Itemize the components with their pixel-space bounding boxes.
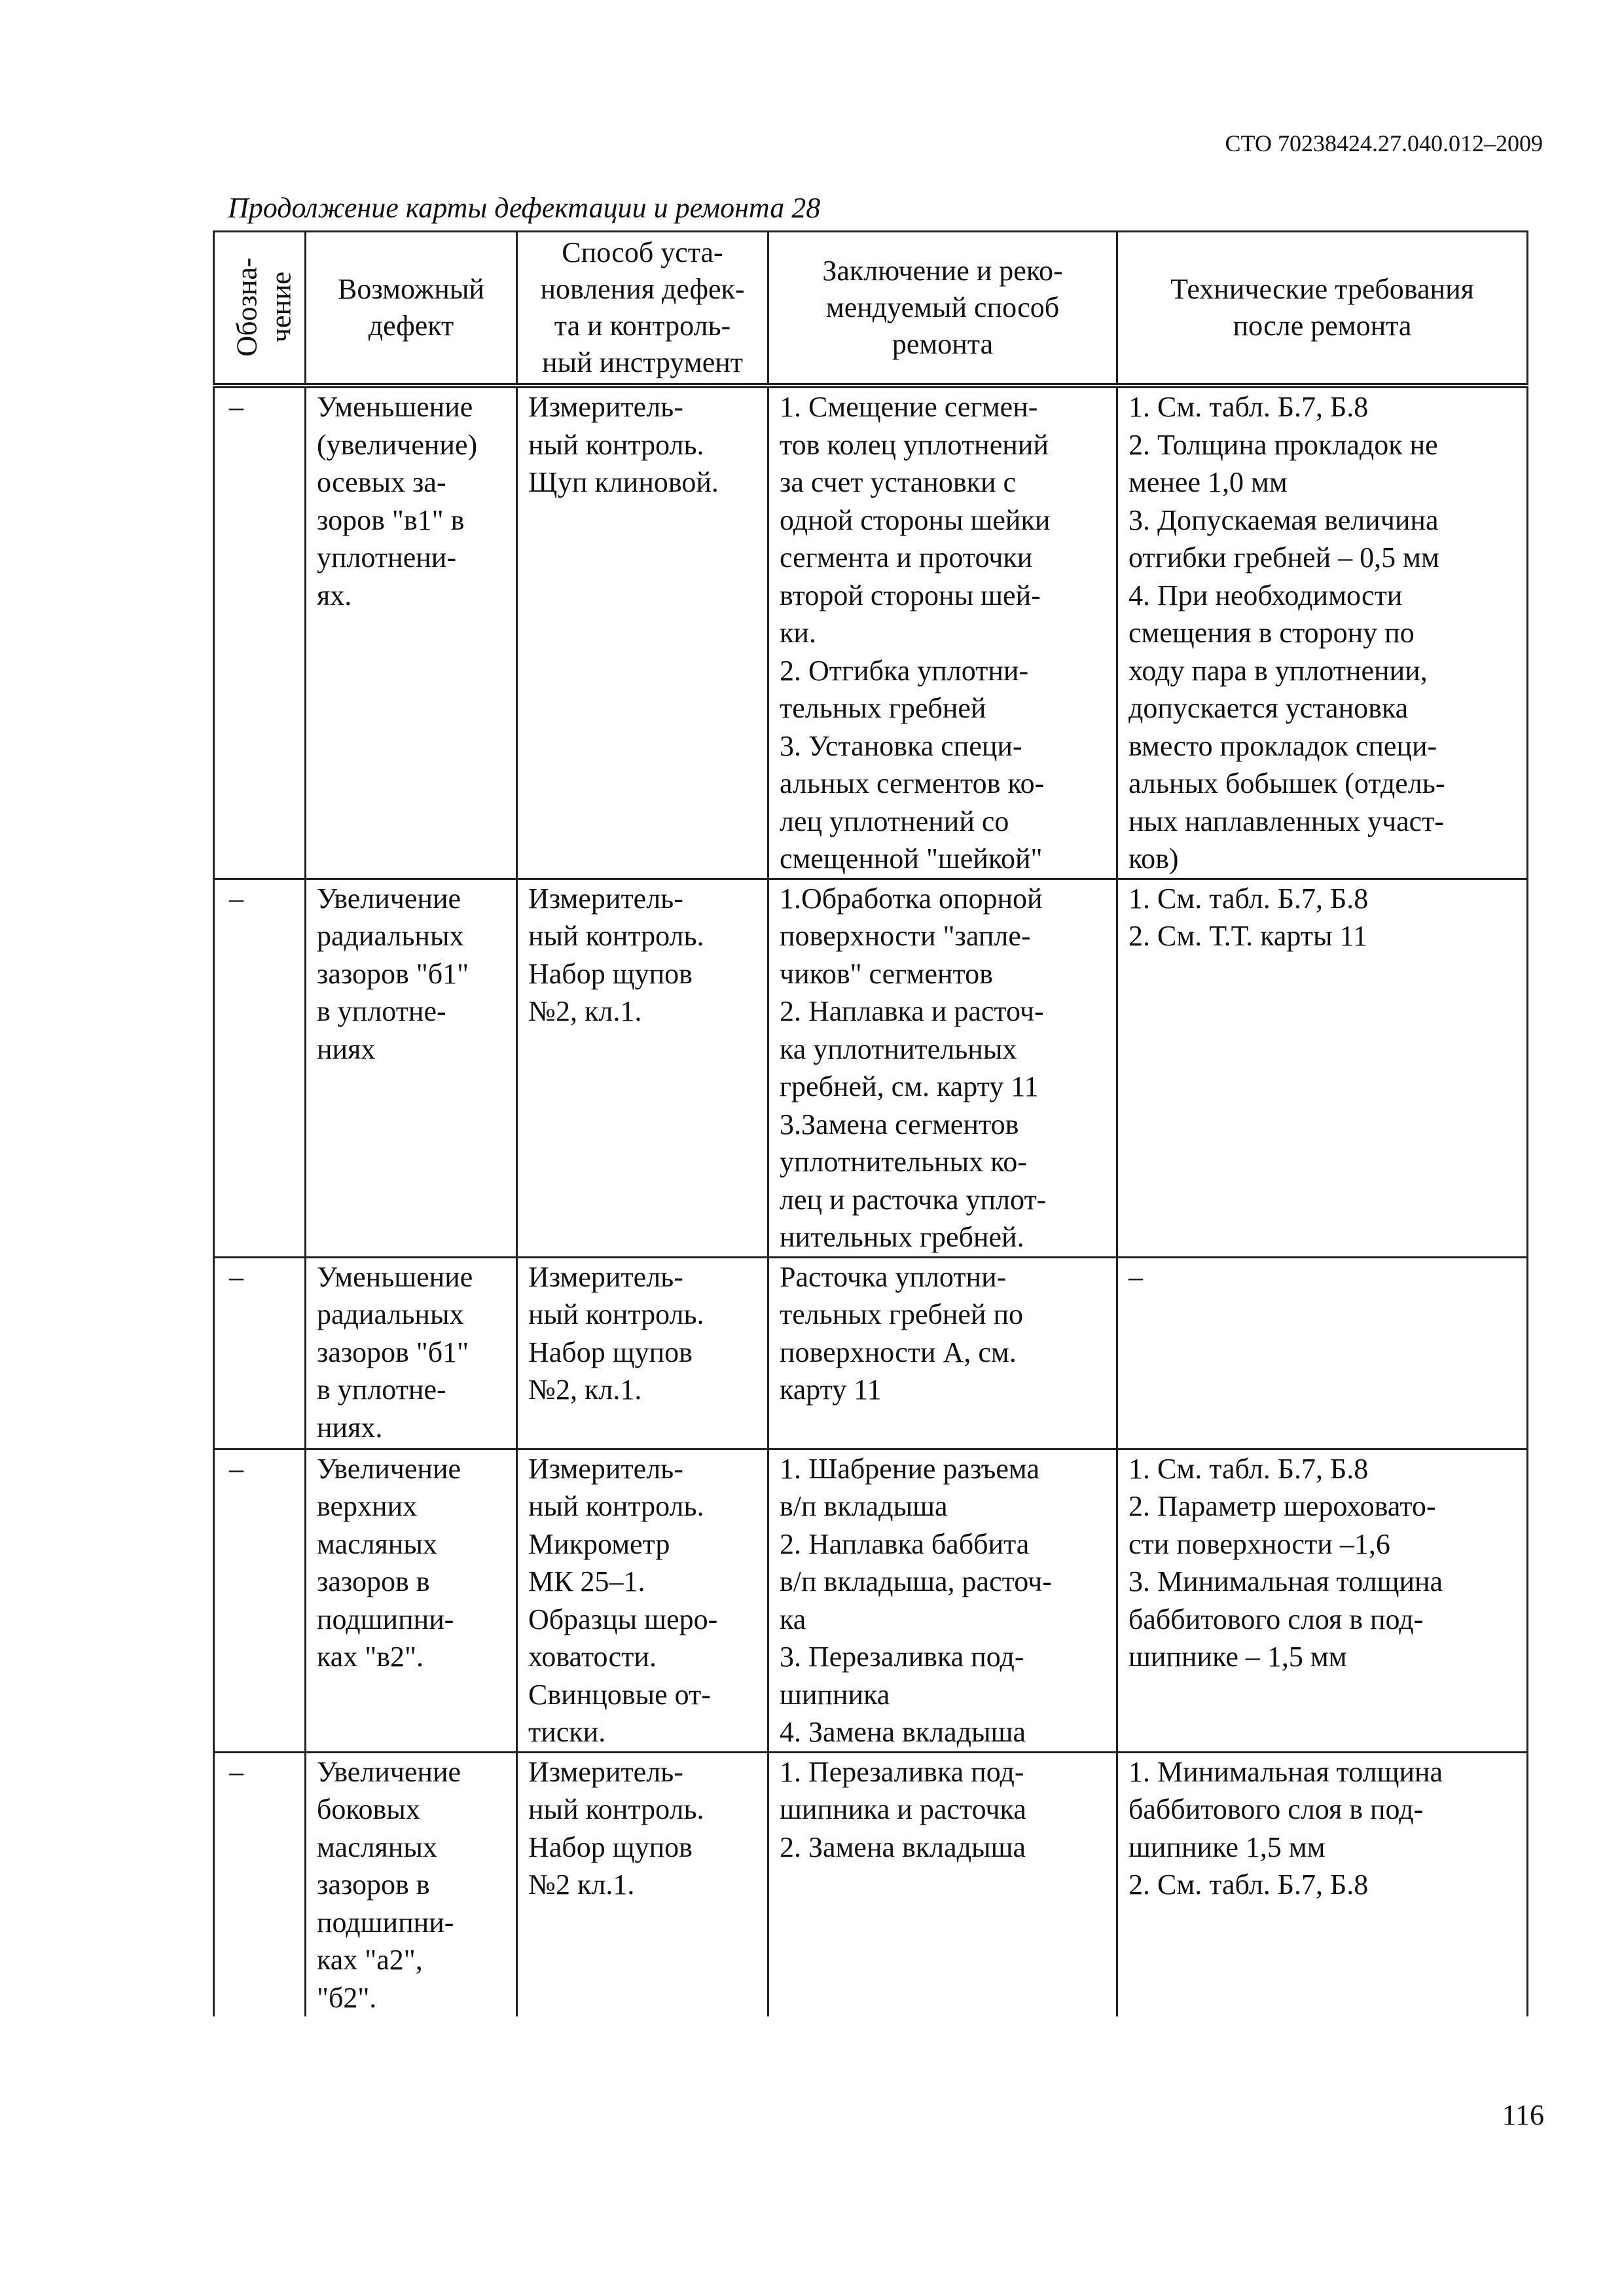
cell-designation: –: [214, 879, 306, 1257]
column-header-designation: [214, 232, 306, 386]
cell-defect: Уменьшение радиальных зазоров "б1" в уплотне- ниях.: [306, 1257, 517, 1449]
cell-repair: 1.Обработка опорной поверхности "запле- чиков" сегментов 2. Наплавка и расточ- ка уплотнительных гребней, см. карту 11 3.Замена сегментов уплотнительных ко- лец и расточка уплот- нительных гребней.: [768, 879, 1117, 1257]
document-code: СТО 70238424.27.040.012–2009: [1225, 130, 1543, 156]
table-row: [214, 1752, 1528, 2016]
cell-repair: Расточка уплотни- тельных гребней по поверхности А, см. карту 11: [768, 1257, 1117, 1449]
table-row: [214, 879, 1528, 1257]
cell-repair: 1. Перезаливка под- шипника и расточка 2. Замена вкладыша: [768, 1752, 1117, 2016]
column-header-requirements: Технические требования после ремонта: [1117, 232, 1528, 386]
table-row: [214, 386, 1528, 879]
table-row: [214, 1257, 1528, 1449]
column-header-method: Способ уста- новления дефек- та и контроль- ный инструмент: [517, 232, 768, 386]
cell-designation: –: [214, 1752, 306, 2016]
cell-method: Измеритель- ный контроль. Щуп клиновой.: [517, 386, 768, 879]
column-header-repair: Заключение и реко- мендуемый способ ремонта: [768, 232, 1117, 386]
column-header-designation-text: Обозна- чение: [230, 257, 297, 357]
cell-designation: –: [214, 1449, 306, 1752]
cell-defect: Увеличение радиальных зазоров "б1" в уплотне- ниях: [306, 879, 517, 1257]
cell-requirements: 1. См. табл. Б.7, Б.8 2. Параметр шероховато- сти поверхности –1,6 3. Минимальная толщина баббитового слоя в под- шипнике – 1,5 мм: [1117, 1449, 1528, 1752]
cell-requirements: 1. См. табл. Б.7, Б.8 2. См. Т.Т. карты 11: [1117, 879, 1528, 1257]
cell-method: Измеритель- ный контроль. Микрометр МК 25–1. Образцы шеро- ховатости. Свинцовые от- тиски.: [517, 1449, 768, 1752]
cell-method: Измеритель- ный контроль. Набор щупов №2 кл.1.: [517, 1752, 768, 2016]
cell-designation: –: [214, 386, 306, 879]
cell-requirements: 1. См. табл. Б.7, Б.8 2. Толщина прокладок не менее 1,0 мм 3. Допускаемая величина отгибки гребней – 0,5 мм 4. При необходимости смещения в сторону по ходу пара в уплотнении, допускается установка вместо прокладок специ- альных бобышек (отдель- ных наплавленных участ- ков): [1117, 386, 1528, 879]
defect-repair-table: [213, 230, 1528, 2016]
cell-defect: Увеличение верхних масляных зазоров в подшипни- ках "в2".: [306, 1449, 517, 1752]
cell-requirements: –: [1117, 1257, 1528, 1449]
column-header-defect: Возможный дефект: [306, 232, 517, 386]
cell-designation: –: [214, 1257, 306, 1449]
page-number: 116: [1502, 2099, 1544, 2131]
cell-requirements: 1. Минимальная толщина баббитового слоя в под- шипнике 1,5 мм 2. См. табл. Б.7, Б.8: [1117, 1752, 1528, 2016]
cell-defect: Уменьшение (увеличение) осевых за- зоров "в1" в уплотнени- ях.: [306, 386, 517, 879]
cell-repair: 1. Шабрение разъема в/п вкладыша 2. Наплавка баббита в/п вкладыша, расточ- ка 3. Перезаливка под- шипника 4. Замена вкладыша: [768, 1449, 1117, 1752]
table-row: [214, 1449, 1528, 1752]
table-header-row: [214, 232, 1528, 386]
cell-repair: 1. Смещение сегмен- тов колец уплотнений за счет установки с одной стороны шейки сегмента и проточки второй стороны шей- ки. 2. Отгибка уплотни- тельных гребней 3. Установка специ- альных сегментов ко- лец уплотнений со смещенной "шейкой": [768, 386, 1117, 879]
table-caption: Продолжение карты дефектации и ремонта 28: [228, 192, 821, 224]
cell-defect: Увеличение боковых масляных зазоров в подшипни- ках "а2", "б2".: [306, 1752, 517, 2016]
cell-method: Измеритель- ный контроль. Набор щупов №2, кл.1.: [517, 1257, 768, 1449]
cell-method: Измеритель- ный контроль. Набор щупов №2, кл.1.: [517, 879, 768, 1257]
